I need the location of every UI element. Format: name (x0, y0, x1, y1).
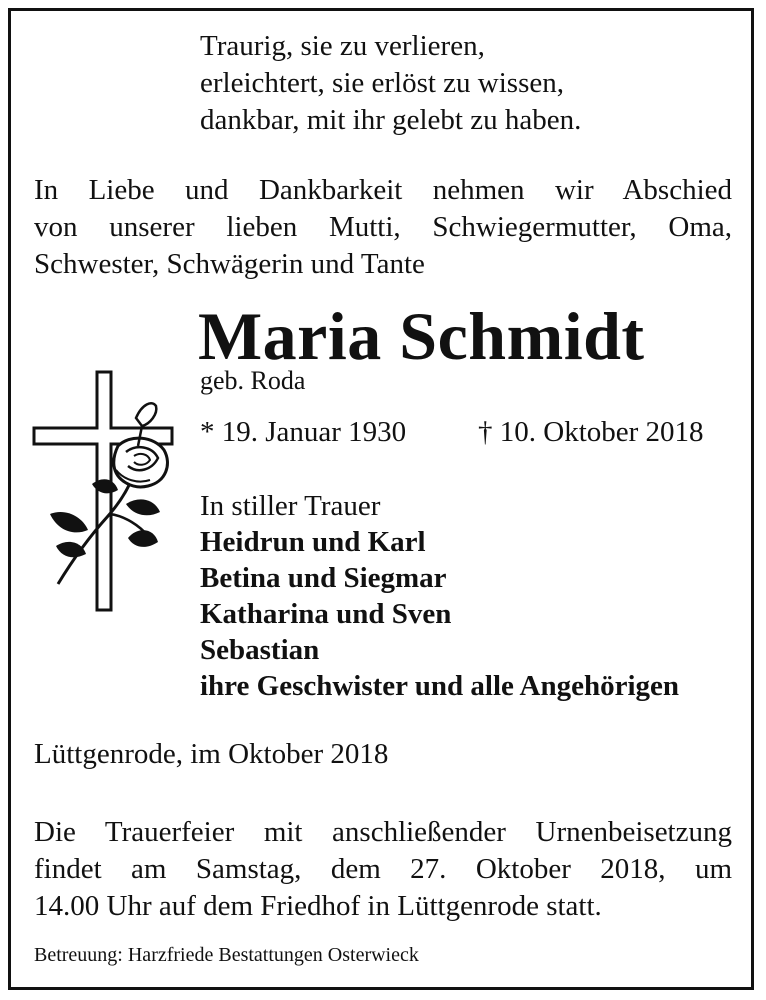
poem-line: dankbar, mit ihr gelebt zu haben. (200, 104, 582, 136)
farewell-line: Schwester, Schwägerin und Tante (34, 248, 425, 280)
deceased-name: Maria Schmidt (198, 298, 645, 374)
ceremony-paragraph (34, 814, 732, 925)
ceremony-line: 14.00 Uhr auf dem Friedhof in Lüttgenrode statt. (34, 890, 602, 922)
poem-line: Traurig, sie zu verlieren, (200, 30, 485, 62)
rose-leaf (50, 512, 88, 532)
birth-date: * 19. Januar 1930 (200, 416, 407, 448)
mourner-name: Heidrun und Karl (200, 526, 426, 558)
mourner-name: Katharina und Sven (200, 598, 452, 630)
rose-leaf (56, 542, 86, 557)
place-date: Lüttgenrode, im Oktober 2018 (34, 738, 389, 770)
cross-with-rose-icon (30, 366, 180, 616)
farewell-line: von unserer lieben Mutti, Schwiegermutter, Oma, (34, 211, 732, 243)
rose-bloom (114, 438, 168, 487)
rose-leaf (126, 499, 160, 515)
mourner-name: Sebastian (200, 634, 320, 666)
poem-line: erleichtert, sie erlöst zu wissen, (200, 67, 564, 99)
ceremony-line: findet am Samstag, dem 27. Oktober 2018, um (34, 853, 732, 885)
farewell-paragraph (34, 172, 732, 283)
rose-bud (136, 403, 156, 426)
mourners-block (200, 488, 679, 704)
ceremony-line: Die Trauerfeier mit anschließender Urnenbeisetzung (34, 816, 732, 848)
mourner-name: ihre Geschwister und alle Angehörigen (200, 670, 680, 702)
mourners-intro: In stiller Trauer (200, 490, 381, 522)
mourner-name: Betina und Siegmar (200, 562, 447, 594)
rose-leaf (128, 530, 158, 547)
funeral-home-credit: Betreuung: Harzfriede Bestattungen Osterwieck (34, 944, 419, 966)
death-date: † 10. Oktober 2018 (478, 416, 704, 448)
poem (200, 28, 581, 139)
born-name: geb. Roda (200, 366, 306, 395)
farewell-line: In Liebe und Dankbarkeit nehmen wir Abschied (34, 174, 732, 206)
